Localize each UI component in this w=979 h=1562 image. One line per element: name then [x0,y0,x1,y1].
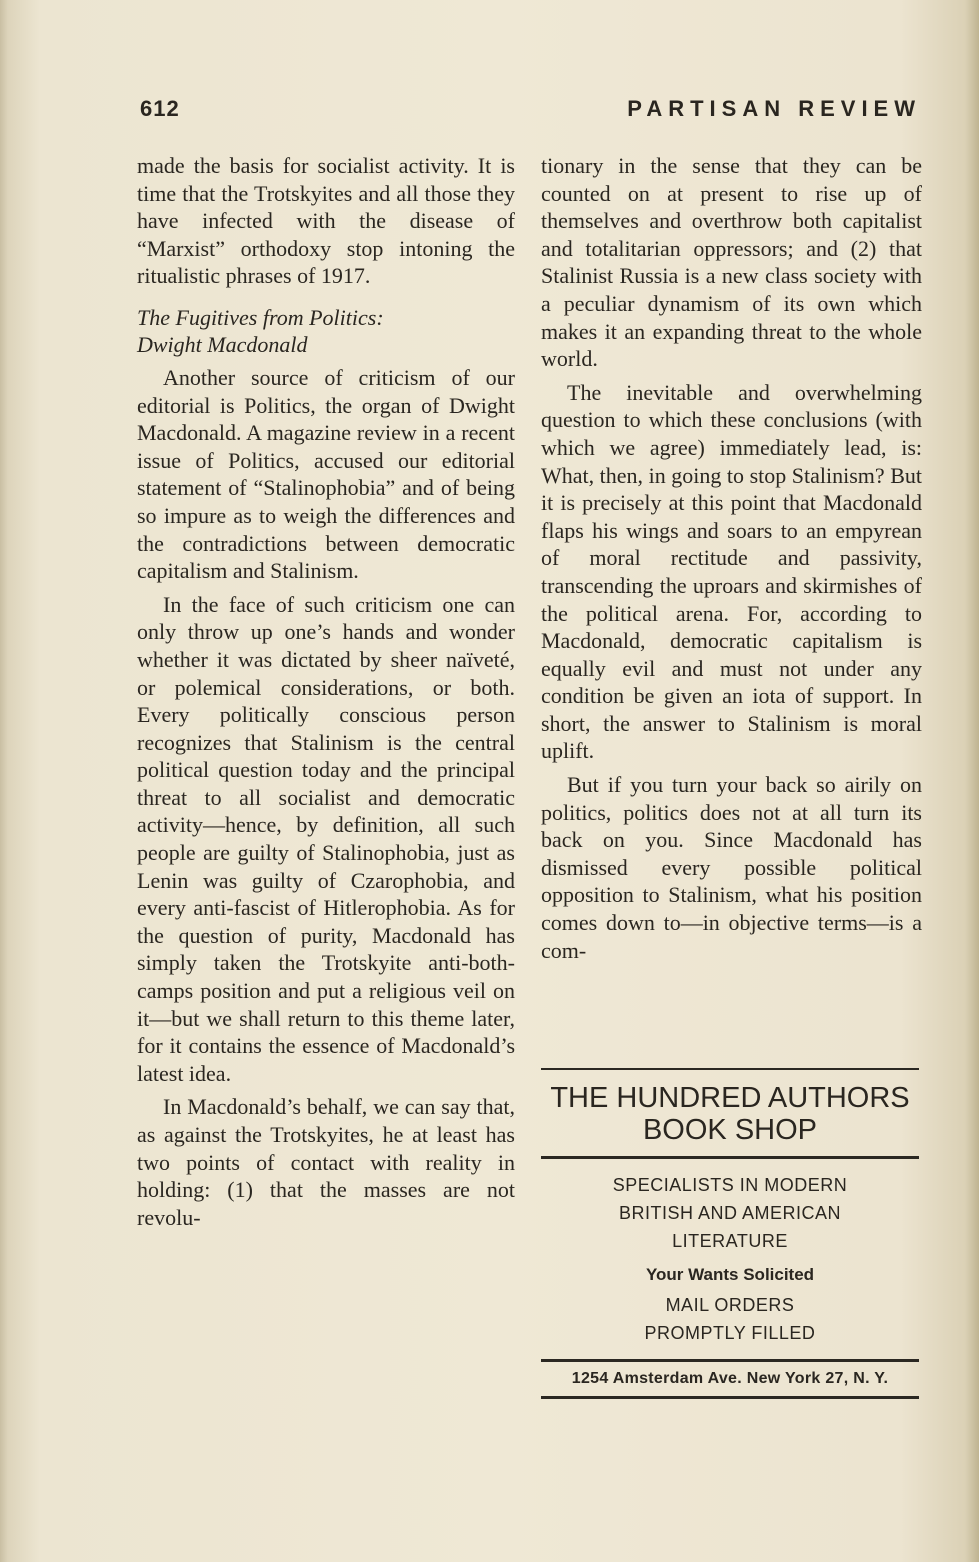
ad-wants: Your Wants Solicited [645,1265,815,1284]
ad-title-line1: THE HUNDRED AUTHORS [550,1082,910,1114]
ad-specialists: SPECIALISTS IN MODERN BRITISH AND AMERICAN LITERATURE [612,1175,848,1251]
bookshop-advertisement [541,1068,919,1399]
ad-top-rule [541,1068,919,1070]
ad-title-line2: BOOK SHOP [642,1114,818,1146]
paragraph: But if you turn your back so airily on politics, politics does not at all turn its back on you. Since Macdonald has dismissed every possible political opposition to Stalinism, what his position comes down to—in objective terms—is a com- [541,772,922,963]
left-column [137,152,515,1231]
journal-title: PARTISAN REVIEW [627,96,921,121]
section-heading [137,304,515,358]
paragraph: In the face of such criticism one can only throw up one’s hands and wonder whether it was dictated by sheer naïveté, or polemical considerations, or both. Every politically conscious person recognizes that Stalinism is the central political question today and the principal threat to all socialist and democratic activity—hence, by definition, all such people are guilty of Stalinophobia, just as Lenin was guilty of Czarophobia, and every anti-fascist of Hitlerophobia. As for the question of purity, Macdonald has simply taken the Trotskyite anti-both-camps position and put a religious veil on it—but we shall return to this theme later, for it contains the essence of Macdonald’s latest idea. [137,591,515,1086]
ad-mail-orders: MAIL ORDERS PROMPTLY FILLED [644,1295,816,1343]
ad-bottom-rule [541,1396,919,1399]
paragraph: made the basis for socialist activity. It is time that the Trotskyites and all those they have infected with the disease of “Marxist” orthodoxy stop intoning the ritualistic phrases of 1917. [137,153,515,289]
page-number: 612 [140,96,180,121]
running-header [140,96,921,136]
ad-address-top-rule [541,1359,919,1362]
paragraph: In Macdonald’s behalf, we can say that, as against the Trotskyites, he at least has two points of contact with reality in holding: (1) that the masses are not revolu- [137,1094,515,1230]
ad-title-rule [541,1156,919,1159]
section-heading-line2: Dwight Macdonald [137,331,308,357]
right-column [541,152,922,964]
paragraph: tionary in the sense that they can be counted on at present to rise up of themselves and overthrow both capitalist and totalitarian oppressors; and (2) that Stalinist Russia is a new class society with a peculiar dynamism of its own which makes it an expanding threat to the whole world. [541,153,922,372]
paragraph: The inevitable and overwhelming question to which these conclusions (with which we agree) immediately lead, is: What, then, in going to stop Stalinism? But it is precisely at this point that Macdonald flaps his wings and soars to an empyrean of moral rectitude and passivity, transcending the uproars and skirmishes of the political arena. For, according to Macdonald, democratic capitalism is equally evil and must not under any condition be given an iota of support. In short, the answer to Stalinism is moral uplift. [541,379,922,764]
ad-title [541,1082,919,1146]
ad-address: 1254 Amsterdam Ave. New York 27, N. Y. [571,1370,889,1387]
section-heading-line1: The Fugitives from Politics: [137,304,384,330]
paragraph: Another source of criticism of our editorial is Politics, the organ of Dwight Macdonald. A magazine review in a recent issue of Politics, accused our editorial statement of “Stalinophobia” and of being so impure as to weigh the differences and the contradictions between democratic capitalism and Stalinism. [137,364,515,584]
